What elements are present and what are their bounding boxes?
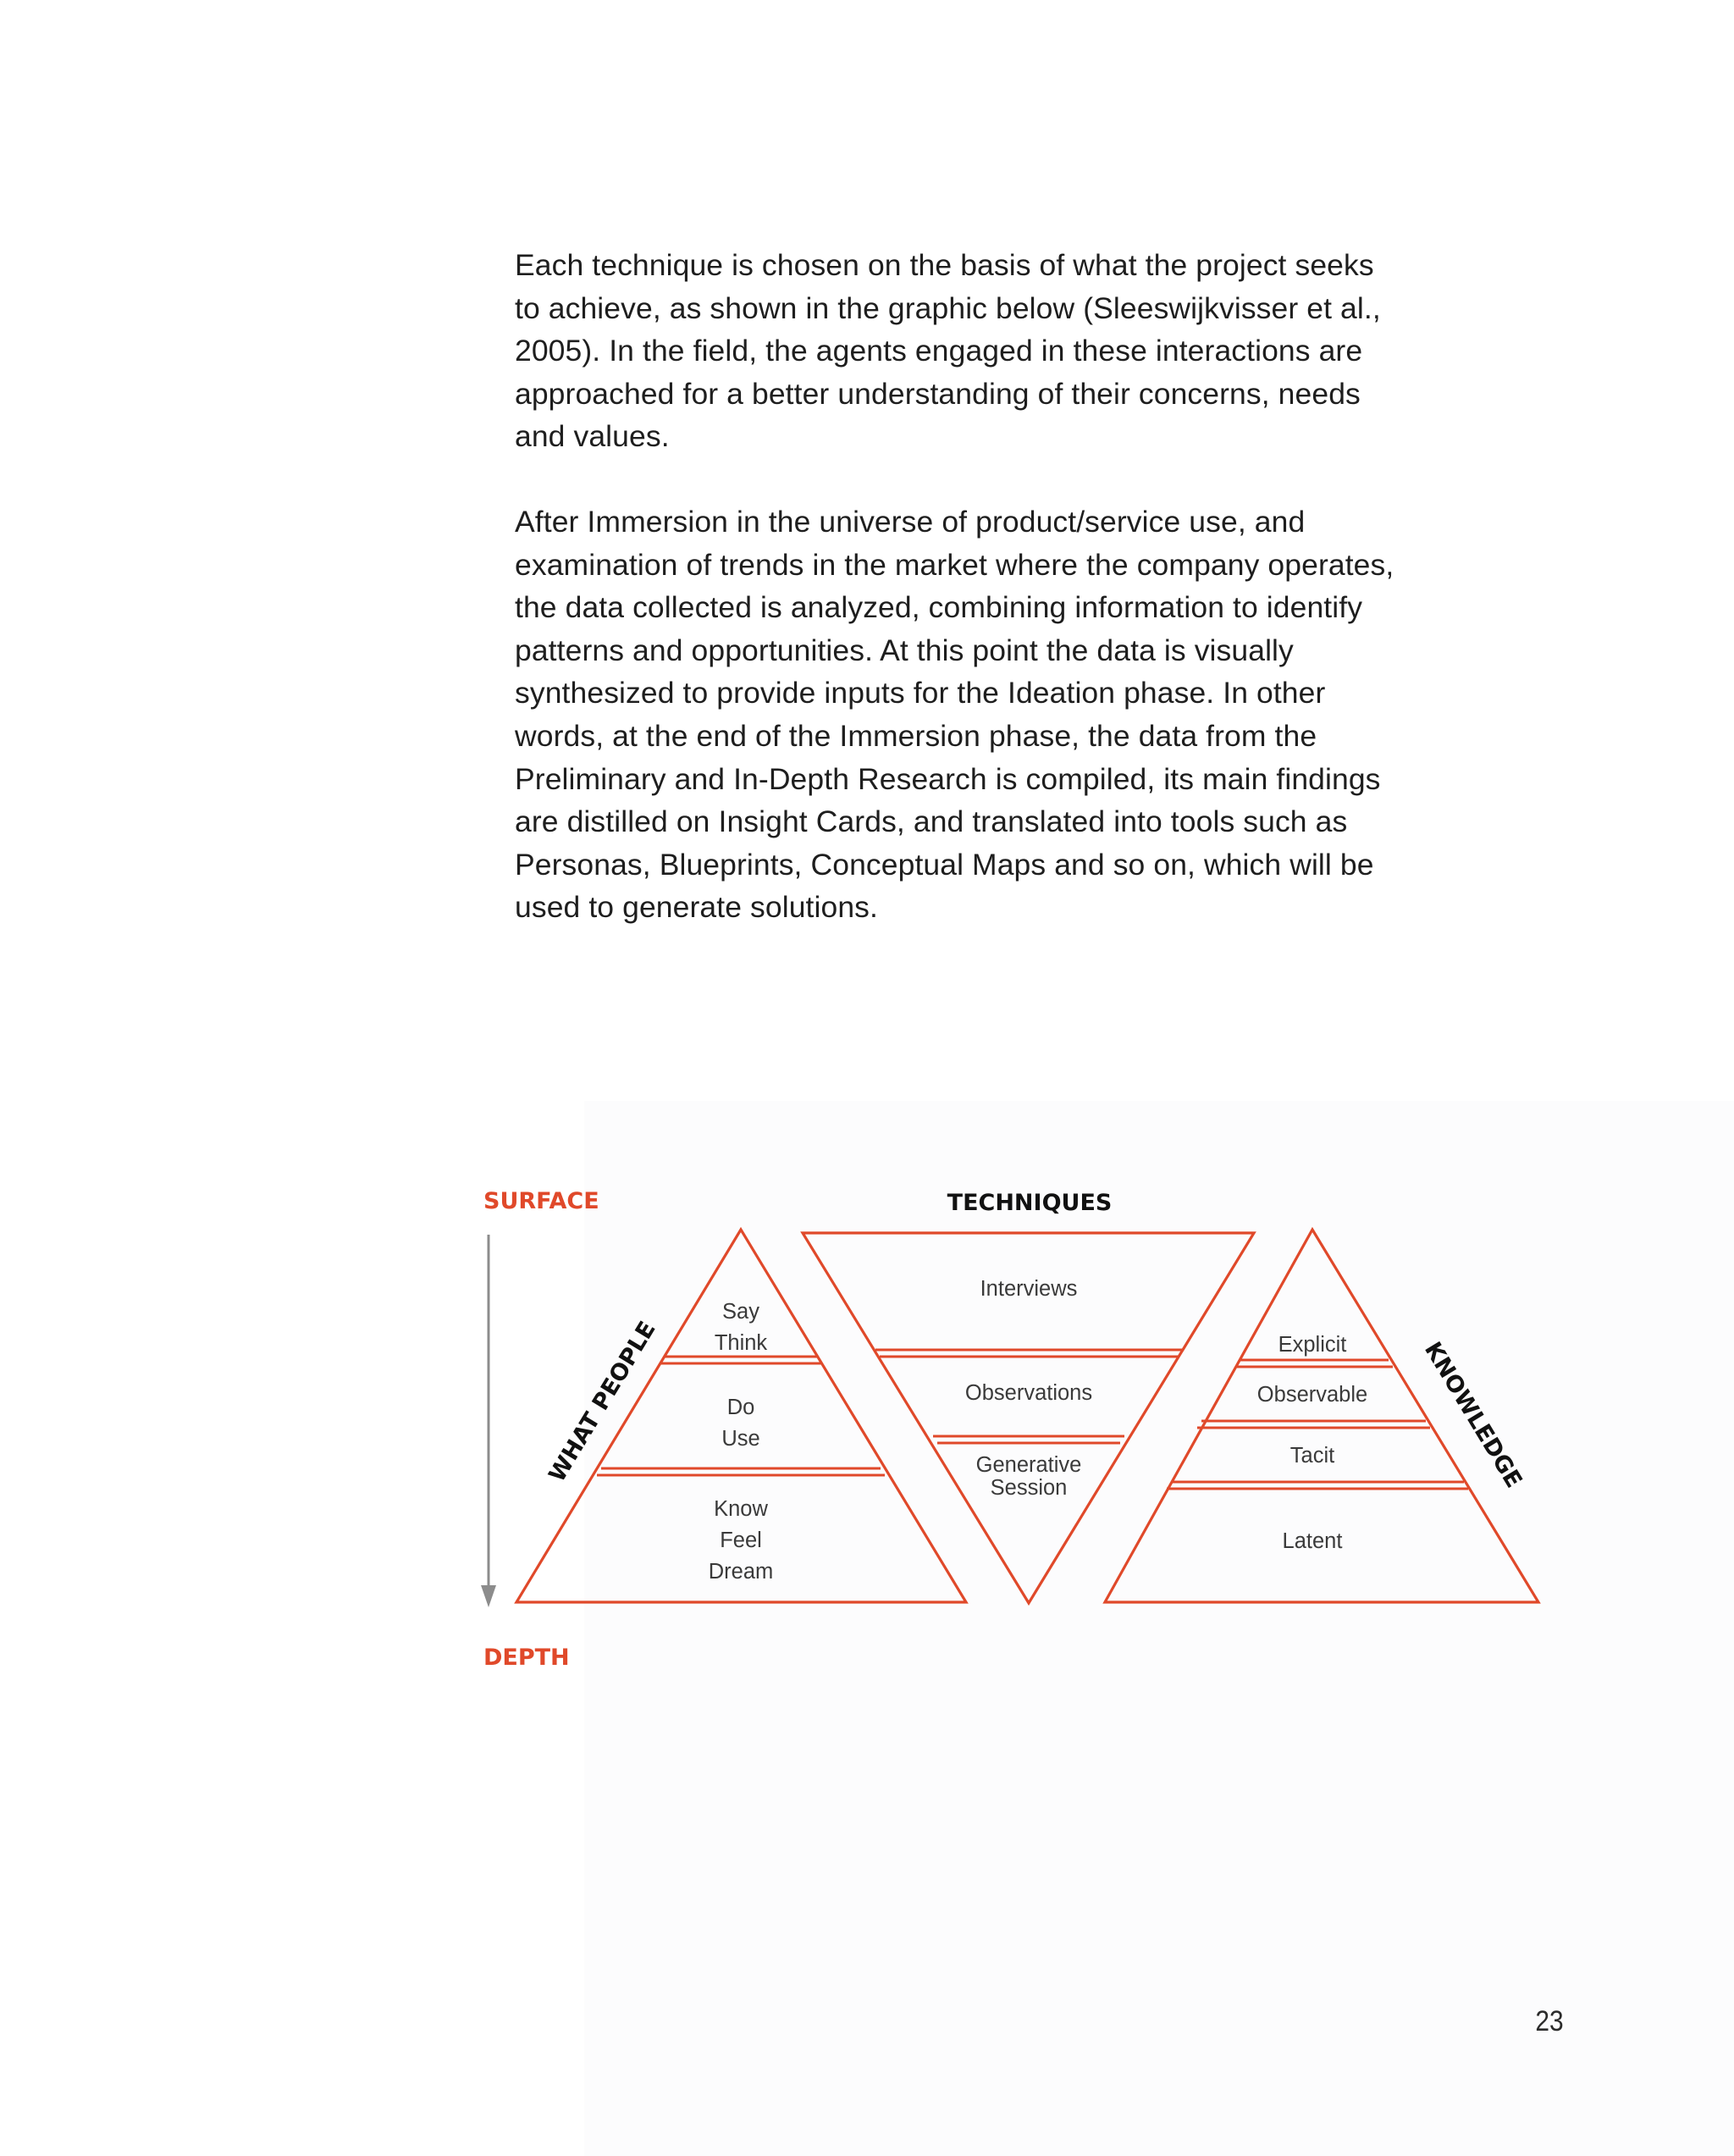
text-line: Each technique is chosen on the basis of what the project seeks [515,248,1374,282]
text-line: synthesized to provide inputs for the Ideation phase. In other [515,676,1326,710]
page-number: 23 [1535,2005,1564,2037]
knowledge-label: KNOWLEDGE [1419,1337,1527,1493]
technique-observations: Observations [964,1381,1093,1405]
what-people-label: WHAT PEOPLE [544,1317,661,1487]
knowledge-latent: Latent [1282,1529,1343,1553]
text-line: examination of trends in the market where the company operates, [515,547,1394,582]
text-line: patterns and opportunities. At this point the data is visually [515,633,1294,667]
technique-interviews: Interviews [980,1277,1078,1301]
what-people-say: Say [722,1300,759,1324]
what-people-use: Use [721,1427,760,1451]
knowledge-explicit: Explicit [1278,1333,1347,1357]
text-line: Personas, Blueprints, Conceptual Maps and so on, which will be [515,847,1374,882]
surface-label: SURFACE [483,1188,599,1214]
text-line: After Immersion in the universe of product/service use, and [515,505,1306,539]
text-line: words, at the end of the Immersion phase, the data from the [515,718,1317,753]
text-line: approached for a better understanding of their concerns, needs [515,376,1361,411]
text-line: 2005). In the field, the agents engaged in these interactions are [515,334,1363,368]
what-people-feel: Feel [720,1529,762,1552]
techniques-pyramid [803,1233,1254,1603]
text-line: and values. [515,419,670,454]
technique-session: Session [990,1476,1068,1500]
techniques-label: TECHNIQUES [947,1190,1113,1216]
text-line: the data collected is analyzed, combining information to identify [515,590,1363,625]
depth-arrow-icon [481,1235,496,1607]
technique-generative: Generative [975,1453,1082,1477]
what-people-dream: Dream [708,1560,774,1584]
what-people-know: Know [714,1497,768,1521]
text-line: to achieve, as shown in the graphic below (Sleeswijkvisser et al., [515,290,1381,325]
what-people-think: Think [714,1331,768,1355]
text-line: Preliminary and In-Depth Research is compiled, its main findings [515,761,1381,796]
knowledge-tacit: Tacit [1289,1444,1335,1468]
text-line: are distilled on Insight Cards, and translated into tools such as [515,804,1348,839]
text-line: used to generate solutions. [515,890,878,925]
what-people-do: Do [726,1396,755,1419]
depth-label: DEPTH [483,1645,570,1671]
knowledge-observable: Observable [1256,1383,1368,1407]
